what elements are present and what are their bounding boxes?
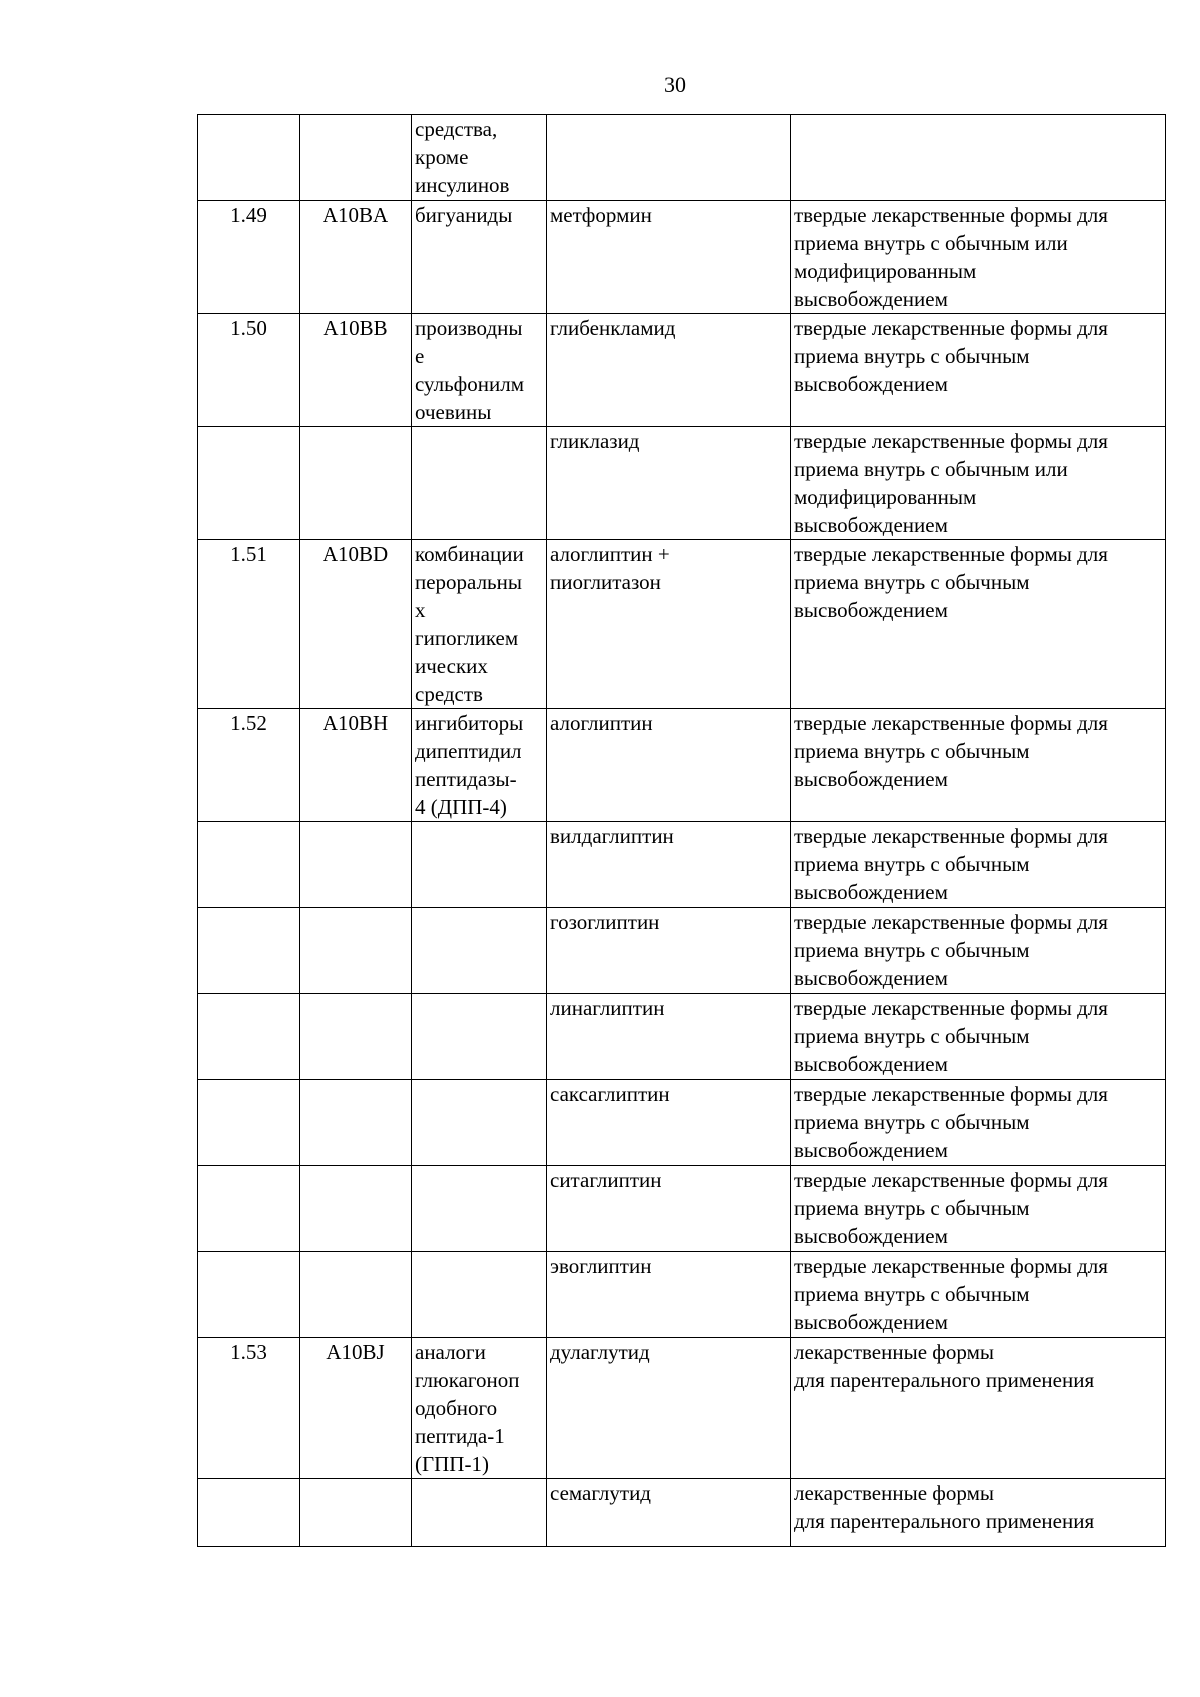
- cell-dosage-form-line: приема внутрь с обычным или: [794, 231, 1068, 255]
- cell-group: [412, 1338, 547, 1479]
- cell-dosage-form-line: твердые лекарственные формы для: [794, 711, 1108, 735]
- cell-group: [412, 1080, 547, 1166]
- cell-number: [198, 201, 300, 314]
- cell-number: [198, 314, 300, 427]
- cell-dosage-form-line: высвобождением: [794, 513, 948, 537]
- cell-group-line: средств: [415, 682, 483, 706]
- table-row: [198, 540, 1166, 709]
- cell-dosage-form-line: приема внутрь с обычным: [794, 938, 1030, 962]
- table-body: [198, 115, 1166, 1547]
- cell-atc-code: [300, 994, 412, 1080]
- cell-drug: [547, 1479, 791, 1547]
- cell-group-line: одобного: [415, 1396, 498, 1420]
- cell-dosage-form-line: модифицированным: [794, 485, 977, 509]
- cell-atc-code: [300, 908, 412, 994]
- cell-dosage-form: [791, 1166, 1166, 1252]
- cell-dosage-form-line: приема внутрь с обычным: [794, 1024, 1030, 1048]
- cell-number: [198, 1338, 300, 1479]
- cell-drug-line: семаглутид: [550, 1481, 651, 1505]
- table-row: [198, 1166, 1166, 1252]
- cell-group-line: инсулинов: [415, 173, 510, 197]
- cell-dosage-form-line: высвобождением: [794, 598, 948, 622]
- cell-dosage-form-line: приема внутрь с обычным: [794, 1110, 1030, 1134]
- cell-group-line: пептидазы-: [415, 767, 517, 791]
- cell-dosage-form-line: приема внутрь с обычным или: [794, 457, 1068, 481]
- cell-drug: [547, 1338, 791, 1479]
- cell-number: [198, 1479, 300, 1547]
- table-row: [198, 709, 1166, 822]
- cell-drug: [547, 908, 791, 994]
- cell-dosage-form-line: высвобождением: [794, 880, 948, 904]
- cell-drug-line: гликлазид: [550, 429, 640, 453]
- cell-group: [412, 908, 547, 994]
- cell-drug-line: эвоглиптин: [550, 1254, 652, 1278]
- cell-atc-code-text: A10BJ: [326, 1340, 385, 1364]
- cell-dosage-form: [791, 994, 1166, 1080]
- cell-group-line: 4 (ДПП-4): [415, 795, 507, 819]
- cell-dosage-form-line: лекарственные формы: [794, 1340, 994, 1364]
- cell-atc-code: [300, 1080, 412, 1166]
- cell-atc-code-text: A10BH: [322, 711, 389, 735]
- cell-group-line: х: [415, 598, 426, 622]
- cell-drug-line: алоглиптин: [550, 711, 653, 735]
- cell-atc-code: [300, 1338, 412, 1479]
- cell-group: [412, 540, 547, 709]
- table-row: [198, 427, 1166, 540]
- cell-drug-line: метформин: [550, 203, 652, 227]
- table-row: [198, 201, 1166, 314]
- cell-group-line: пептида-1: [415, 1424, 505, 1448]
- cell-group: [412, 115, 547, 201]
- cell-group: [412, 201, 547, 314]
- cell-atc-code: [300, 709, 412, 822]
- table-row: [198, 115, 1166, 201]
- cell-group: [412, 427, 547, 540]
- cell-group-line: бигуаниды: [415, 203, 513, 227]
- cell-atc-code-text: A10BA: [322, 203, 389, 227]
- table-row: [198, 1252, 1166, 1338]
- cell-drug: [547, 1252, 791, 1338]
- cell-dosage-form-line: высвобождением: [794, 1224, 948, 1248]
- cell-group-line: производны: [415, 316, 523, 340]
- cell-dosage-form: [791, 314, 1166, 427]
- cell-drug: [547, 709, 791, 822]
- cell-drug: [547, 1080, 791, 1166]
- cell-atc-code-text: A10BD: [322, 542, 389, 566]
- cell-drug: [547, 314, 791, 427]
- cell-atc-code: [300, 201, 412, 314]
- cell-group: [412, 1479, 547, 1547]
- cell-dosage-form-line: твердые лекарственные формы для: [794, 1254, 1108, 1278]
- table-row: [198, 1479, 1166, 1547]
- cell-dosage-form-line: модифицированным: [794, 259, 977, 283]
- cell-dosage-form-line: высвобождением: [794, 1310, 948, 1334]
- cell-number: [198, 994, 300, 1080]
- cell-dosage-form-line: твердые лекарственные формы для: [794, 429, 1108, 453]
- cell-dosage-form: [791, 115, 1166, 201]
- cell-number: [198, 908, 300, 994]
- cell-dosage-form-line: твердые лекарственные формы для: [794, 1168, 1108, 1192]
- table-row: [198, 822, 1166, 908]
- cell-drug: [547, 540, 791, 709]
- table-row: [198, 994, 1166, 1080]
- cell-dosage-form-line: твердые лекарственные формы для: [794, 203, 1108, 227]
- cell-drug-line: пиоглитазон: [550, 570, 661, 594]
- cell-group-line: аналоги: [415, 1340, 486, 1364]
- cell-atc-code: [300, 1252, 412, 1338]
- cell-atc-code: [300, 540, 412, 709]
- page-number: 30: [664, 72, 686, 97]
- cell-group: [412, 1166, 547, 1252]
- cell-dosage-form-line: для парентерального применения: [794, 1509, 1095, 1533]
- cell-number: [198, 1252, 300, 1338]
- cell-dosage-form-line: приема внутрь с обычным: [794, 739, 1030, 763]
- cell-dosage-form: [791, 822, 1166, 908]
- cell-dosage-form-line: твердые лекарственные формы для: [794, 542, 1108, 566]
- cell-group-line: (ГПП-1): [415, 1452, 489, 1476]
- cell-dosage-form: [791, 1479, 1166, 1547]
- cell-drug: [547, 115, 791, 201]
- drug-table: [197, 114, 1166, 1547]
- cell-group-line: ингибиторы: [415, 711, 524, 735]
- cell-drug: [547, 201, 791, 314]
- cell-group-line: гипогликем: [415, 626, 519, 650]
- cell-group-line: комбинации: [415, 542, 524, 566]
- cell-group-line: дипептидил: [415, 739, 522, 763]
- cell-atc-code: [300, 1166, 412, 1252]
- cell-group: [412, 709, 547, 822]
- cell-dosage-form: [791, 709, 1166, 822]
- cell-group: [412, 314, 547, 427]
- cell-dosage-form-line: высвобождением: [794, 287, 948, 311]
- table-row: [198, 908, 1166, 994]
- cell-drug-line: глибенкламид: [550, 316, 676, 340]
- cell-number-text: 1.49: [230, 203, 267, 227]
- cell-number-text: 1.50: [230, 316, 267, 340]
- cell-group: [412, 994, 547, 1080]
- table-row: [198, 1080, 1166, 1166]
- cell-atc-code: [300, 1479, 412, 1547]
- cell-group: [412, 822, 547, 908]
- cell-group-line: ических: [415, 654, 488, 678]
- cell-number: [198, 115, 300, 201]
- cell-atc-code: [300, 822, 412, 908]
- cell-dosage-form-line: твердые лекарственные формы для: [794, 316, 1108, 340]
- cell-dosage-form: [791, 540, 1166, 709]
- cell-drug: [547, 1166, 791, 1252]
- cell-number-text: 1.53: [230, 1340, 267, 1364]
- cell-group-line: очевины: [415, 400, 492, 424]
- cell-dosage-form-line: твердые лекарственные формы для: [794, 1082, 1108, 1106]
- cell-drug: [547, 822, 791, 908]
- cell-group-line: сульфонилм: [415, 372, 525, 396]
- cell-drug: [547, 427, 791, 540]
- cell-dosage-form-line: высвобождением: [794, 966, 948, 990]
- cell-drug-line: вилдаглиптин: [550, 824, 674, 848]
- cell-dosage-form: [791, 201, 1166, 314]
- cell-number: [198, 427, 300, 540]
- cell-drug-line: гозоглиптин: [550, 910, 660, 934]
- cell-dosage-form-line: твердые лекарственные формы для: [794, 996, 1108, 1020]
- cell-drug-line: линаглиптин: [550, 996, 665, 1020]
- cell-dosage-form-line: приема внутрь с обычным: [794, 1282, 1030, 1306]
- cell-group-line: е: [415, 344, 425, 368]
- cell-dosage-form: [791, 427, 1166, 540]
- cell-dosage-form-line: лекарственные формы: [794, 1481, 994, 1505]
- cell-dosage-form-line: твердые лекарственные формы для: [794, 824, 1108, 848]
- cell-dosage-form-line: приема внутрь с обычным: [794, 1196, 1030, 1220]
- cell-group: [412, 1252, 547, 1338]
- cell-dosage-form-line: высвобождением: [794, 1052, 948, 1076]
- cell-dosage-form: [791, 1080, 1166, 1166]
- cell-dosage-form-line: высвобождением: [794, 767, 948, 791]
- cell-number: [198, 540, 300, 709]
- cell-number: [198, 1166, 300, 1252]
- cell-drug-line: саксаглиптин: [550, 1082, 670, 1106]
- cell-drug: [547, 994, 791, 1080]
- cell-atc-code: [300, 314, 412, 427]
- cell-dosage-form: [791, 1252, 1166, 1338]
- cell-dosage-form-line: приема внутрь с обычным: [794, 344, 1030, 368]
- cell-drug-line: дулаглутид: [550, 1340, 650, 1364]
- cell-dosage-form-line: высвобождением: [794, 1138, 948, 1162]
- cell-atc-code: [300, 115, 412, 201]
- cell-number: [198, 822, 300, 908]
- table-row: [198, 314, 1166, 427]
- cell-number-text: 1.51: [230, 542, 267, 566]
- cell-number: [198, 1080, 300, 1166]
- cell-dosage-form: [791, 1338, 1166, 1479]
- cell-number: [198, 709, 300, 822]
- cell-group-line: пероральны: [415, 570, 522, 594]
- cell-dosage-form-line: приема внутрь с обычным: [794, 570, 1030, 594]
- cell-group-line: кроме: [415, 145, 469, 169]
- cell-atc-code: [300, 427, 412, 540]
- cell-drug-line: ситаглиптин: [550, 1168, 662, 1192]
- cell-dosage-form-line: высвобождением: [794, 372, 948, 396]
- cell-group-line: глюкагоноп: [415, 1368, 520, 1392]
- cell-dosage-form-line: для парентерального применения: [794, 1368, 1095, 1392]
- cell-dosage-form-line: приема внутрь с обычным: [794, 852, 1030, 876]
- cell-dosage-form: [791, 908, 1166, 994]
- cell-dosage-form-line: твердые лекарственные формы для: [794, 910, 1108, 934]
- cell-atc-code-text: A10BB: [323, 316, 388, 340]
- cell-group-line: средства,: [415, 117, 498, 141]
- cell-number-text: 1.52: [230, 711, 267, 735]
- cell-drug-line: алоглиптин +: [550, 542, 670, 566]
- table-row: [198, 1338, 1166, 1479]
